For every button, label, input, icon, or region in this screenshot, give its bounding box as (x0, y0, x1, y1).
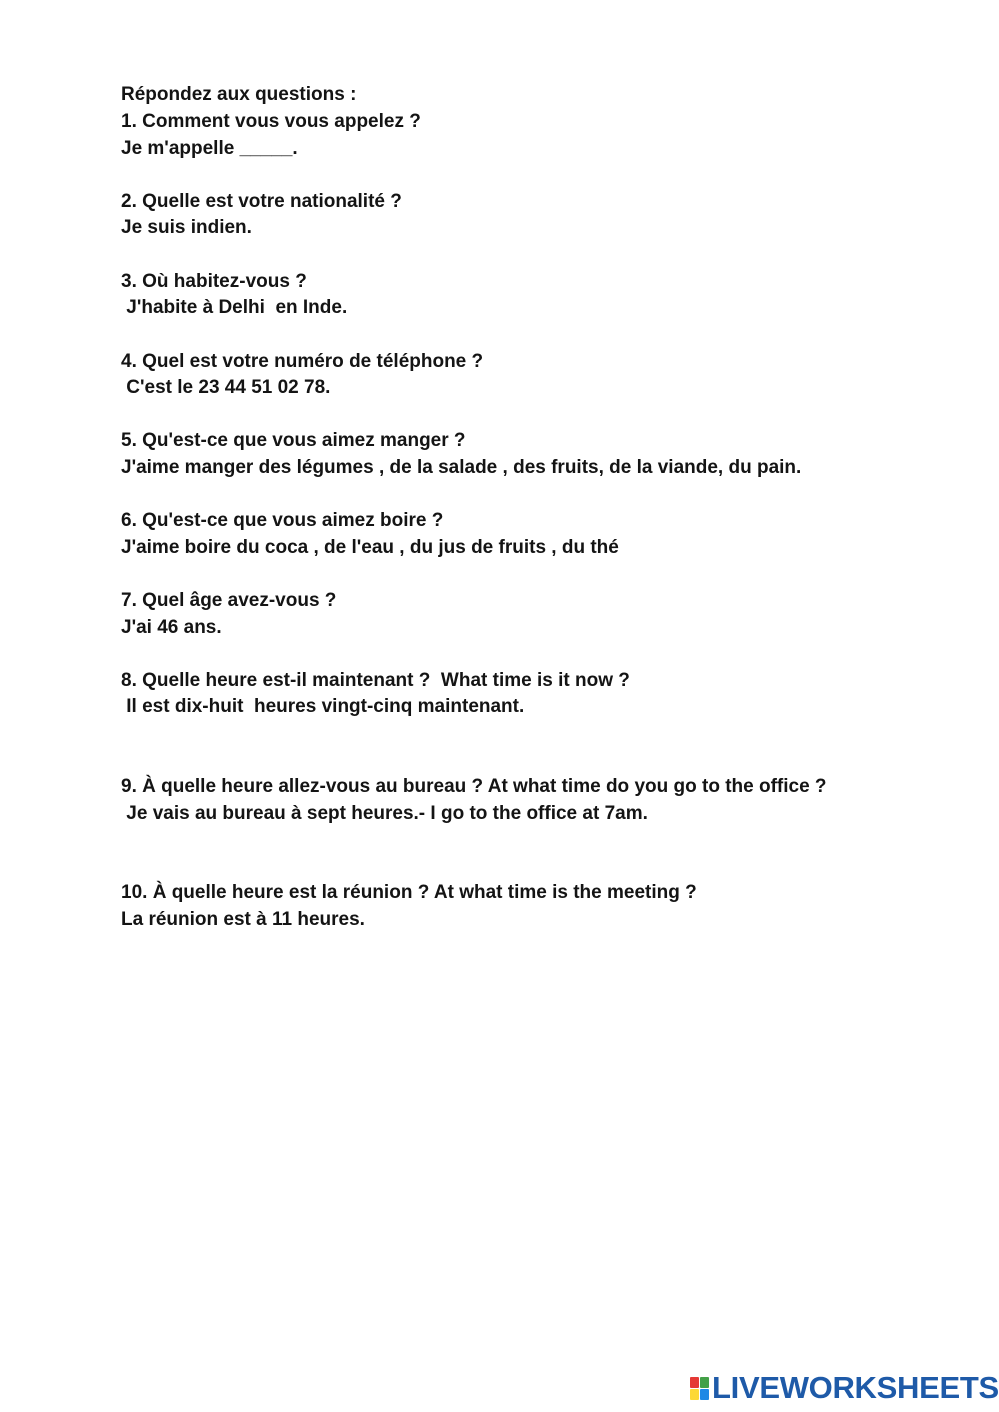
question-6: 6. Qu'est-ce que vous aimez boire ? (121, 510, 444, 531)
answer-4: C'est le 23 44 51 02 78. (121, 377, 331, 398)
liveworksheets-logo-icon (690, 1377, 709, 1400)
question-10: 10. À quelle heure est la réunion ? At what time is the meeting ? (121, 882, 697, 903)
liveworksheets-logo (690, 1370, 999, 1406)
answer-7: J'ai 46 ans. (121, 617, 222, 638)
answer-2: Je suis indien. (121, 217, 252, 238)
answer-3: J'habite à Delhi en Inde. (121, 297, 348, 318)
question-8: 8. Quelle heure est-il maintenant ? What time is it now ? (121, 670, 630, 691)
instruction-heading: Répondez aux questions : (121, 84, 357, 105)
question-3: 3. Où habitez-vous ? (121, 271, 307, 292)
question-5: 5. Qu'est-ce que vous aimez manger ? (121, 430, 466, 451)
answer-5: J'aime manger des légumes , de la salade , des fruits, de la viande, du pain. (121, 457, 802, 478)
question-7: 7. Quel âge avez-vous ? (121, 590, 337, 611)
question-1: 1. Comment vous vous appelez ? (121, 111, 421, 132)
answer-9: Je vais au bureau à sept heures.- I go to the office at 7am. (121, 803, 648, 824)
question-4: 4. Quel est votre numéro de téléphone ? (121, 351, 484, 372)
answer-8: Il est dix-huit heures vingt-cinq maintenant. (121, 696, 525, 717)
question-9: 9. À quelle heure allez-vous au bureau ? At what time do you go to the office ? (121, 776, 827, 797)
answer-10: La réunion est à 11 heures. (121, 909, 365, 930)
answer-6: J'aime boire du coca , de l'eau , du jus de fruits , du thé (121, 537, 619, 558)
answer-1: Je m'appelle _____. (121, 138, 298, 159)
question-2: 2. Quelle est votre nationalité ? (121, 191, 402, 212)
logo-text: LIVEWORKSHEETS (712, 1370, 999, 1405)
